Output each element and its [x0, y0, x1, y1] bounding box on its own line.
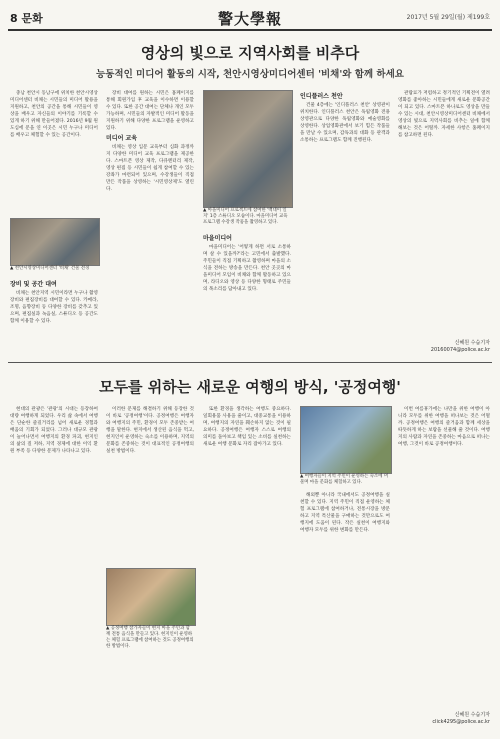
article2-photo1-caption: ▲ 공정여행 참가자들이 현지 마을 주민과 함께 전통 음식을 만들고 있다. 현지인이 운영하는 체험 프로그램에 참여하는 것도 공정여행의 한 방법이다. — [106, 626, 194, 649]
article-divider — [8, 362, 492, 363]
article2-photo-village — [300, 406, 392, 474]
page-number-section: 8 문화 — [10, 12, 43, 25]
article2-col3-text: 또한 환경을 생각하는 여행도 중요하다. 일회용품 사용을 줄이고, 대중교통을 이용하며, 여행지의 자연을 훼손하지 않는 것이 필요하다. 공정여행은 여행자 스스로 여행의 의미를 돌아보고 책임 있는 소비를 실천하는 새로운 여행 문화로 자리 잡아가고 있다. — [203, 407, 291, 447]
article1-col4-text: 건물 4층에는 '인디플러스 천안' 상영관이 위치한다. 인디플러스 천안은 독립영화 전용 상영관으로 다양한 독립영화와 예술영화를 상영한다. 상업영화관에서 보기 힘든 작품들을 만날 수 있으며, 감독과의 대화 등 관객과 소통하는 프로그램도 함께 진행된다. — [300, 103, 390, 143]
article2-photo2-caption: ▲ 여행자들이 지역 주민이 운영하는 숙소에 머물며 마을 문화를 체험하고 있다. — [300, 474, 389, 485]
article1-column-5 — [398, 90, 490, 338]
article2-headline: 모두를 위하는 새로운 여행의 방식, '공정여행' — [99, 378, 401, 396]
article2-column-1 — [10, 406, 98, 728]
article1-subheading-education: 미디어 교육 — [106, 135, 138, 142]
article1-photo-building — [10, 218, 100, 266]
article1-headline: 영상의 빛으로 지역사회를 비추다 — [140, 44, 360, 62]
article1-photo2-caption: ▲ 마을미디어 프로젝트에 참여한 '백대이 일지' 1층 스튜디오 모습이다. 마을미디어 교육 프로그램 수강생 작품을 촬영하고 있다. — [203, 208, 288, 225]
article1-subheading-indieplus: 인디플러스 천안 — [300, 93, 343, 100]
article1-column-2 — [106, 90, 194, 358]
article2-column-2 — [106, 406, 194, 562]
header-rule — [8, 29, 492, 31]
article2-column-4 — [300, 492, 390, 728]
article1-column-1b — [10, 278, 98, 358]
article2-col2-text: 이러한 문제를 해결하기 위해 등장한 것이 바로 '공정여행'이다. 공정여행은 여행자와 여행지의 주민, 환경이 모두 존중받는 여행을 말한다. 현지에서 생산된 음식을 먹고, 현지인이 운영하는 숙소를 이용하며, 지역의 문화를 존중하는 것이 대표적인 공정여행의 실천 방법이다. — [106, 407, 194, 454]
article2-col1-text: 현대의 관광은 '관광'의 시대는 등장하여 대량 여행하게 되었다. 우리 삶 속에서 여행은 단순한 즐길거리를 넘어 새로운 경험과 배움의 기회가 되었다. 그러나 대규모 관광이 늘어나면서 여행지의 환경 파괴, 현지인의 삶의 질 저하, 지역 경제에 대한 이익 환원 부족 등 다양한 문제가 나타나고 있다. — [10, 407, 98, 454]
article1-column-4 — [300, 90, 390, 358]
article1-photo1-caption: ▲ 천안시영상미디어센터 '비채' 건물 전경 — [10, 266, 90, 271]
article1-col1b-text: 비채는 천안지역 시민이라면 누구나 촬영장비와 편집장비를 대여할 수 있다. 카메라, 조명, 음향장비 등 다양한 장비를 갖추고 있으며, 편집실과 녹음실, 스튜디오 등 공간도 함께 이용할 수 있다. — [10, 291, 98, 324]
article1-photo-studio — [203, 90, 293, 208]
article1-subhead: 능동적인 미디어 활동의 시작, 천안시영상미디어센터 '비채'와 함께 하세요 — [96, 69, 404, 80]
article2-column-5 — [398, 406, 490, 706]
article1-subheading-equipment: 장비 및 공간 대여 — [10, 281, 57, 288]
article2-col4-text: 해외뿐 아니라 국내에서도 공정여행을 실천할 수 있다. 지역 주민이 직접 운영하는 체험 프로그램에 참여하거나, 전통시장을 방문하고 지역 특산물을 구매하는 것만으로도 여행지에 도움이 된다. 작은 실천이 여행지와 여행자 모두를 위한 변화를 만든다. — [300, 493, 390, 533]
article1-col5-text: 관람료가 저렴하고 정기적인 기획전이 열려 영화를 좋아하는 시민들에게 새로운 문화공간이 되고 있다. 스마트폰 하나로도 영상을 만들 수 있는 시대, 천안시영상미디어센터 비채에서 영상의 빛으로 지역사회를 비추는 일에 함께 해보는 것은 어떨까. 자세한 사항은 홈페이지를 참고하면 된다. — [398, 91, 490, 138]
article2-column-3 — [203, 406, 291, 728]
masthead: 警大學報 — [217, 10, 282, 28]
article2-photo-cooking — [106, 568, 196, 626]
article1-col1-text: 충남 천안시 동남구에 위치한 천안시영상미디어센터 비채는 시민들의 미디어 활용을 지원하고, 천안의 공간을 통해 시민들이 영상을 배우고 자신들의 이야기를 기록할 수 있게 하기 위해 만들어졌다. 2016년 9월 원도심에 문을 연 이곳은 시민 누구나 미디어를 배우고 체험할 수 있는 공간이다. — [10, 91, 98, 138]
article1-col3b-text: 마을미디어는 '어떻게 하면 서로 소통하며 살 수 있을까?'라는 고민에서 출발했다. 주민들이 직접 기획하고 촬영하며 마을의 소식을 전하는 방송을 만든다. 천안 곳곳의 마을미디어 모임이 비채와 함께 활동하고 있으며, 라디오와 영상 등 다양한 형태로 주민들의 목소리를 담아내고 있다. — [203, 245, 291, 292]
article1-column-3 — [203, 232, 291, 358]
article1-col2b-text: 비채는 영상 입문 교육부터 심화 과정까지 다양한 미디어 교육 프로그램을 제공한다. 스마트폰 영상 제작, 다큐멘터리 제작, 영상 편집 등 시민들이 쉽게 참여할 수 있는 강좌가 마련되어 있으며, 수강생들이 직접 만든 작품을 상영하는 '시민영상제'도 열린다. — [106, 145, 194, 192]
article1-col2-text: 장비 대여를 원하는 시민은 홈페이지를 통해 회원가입 후 교육을 이수하면 이용할 수 있다. 또한 공간 대여는 단체나 개인 모두 가능하며, 시민들의 자발적인 미디어 활동을 지원하기 위해 다양한 프로그램을 운영하고 있다. — [106, 91, 194, 131]
article2-byline: 신혜원 수습기자 click4295@police.ac.kr — [432, 712, 490, 725]
article1-subheading-village-media: 마을미디어 — [203, 235, 232, 242]
issue-date: 2017년 5월 29일(월) 제199호 — [406, 14, 490, 21]
article2-col5-text: 이번 여름휴가에는 나만을 위한 여행이 아니라 모두를 위한 여행을 떠나보는 것은 어떨까. 공정여행은 여행의 즐거움과 함께 세상을 따뜻하게 하는 보람을 선물해 줄 것이다. 여행지의 사람과 자연을 존중하는 마음으로 떠나는 여행, 그것이 바로 공정여행이다. — [398, 407, 490, 447]
article1-byline: 신혜원 수습기자 20160074@police.ac.kr — [430, 340, 490, 353]
